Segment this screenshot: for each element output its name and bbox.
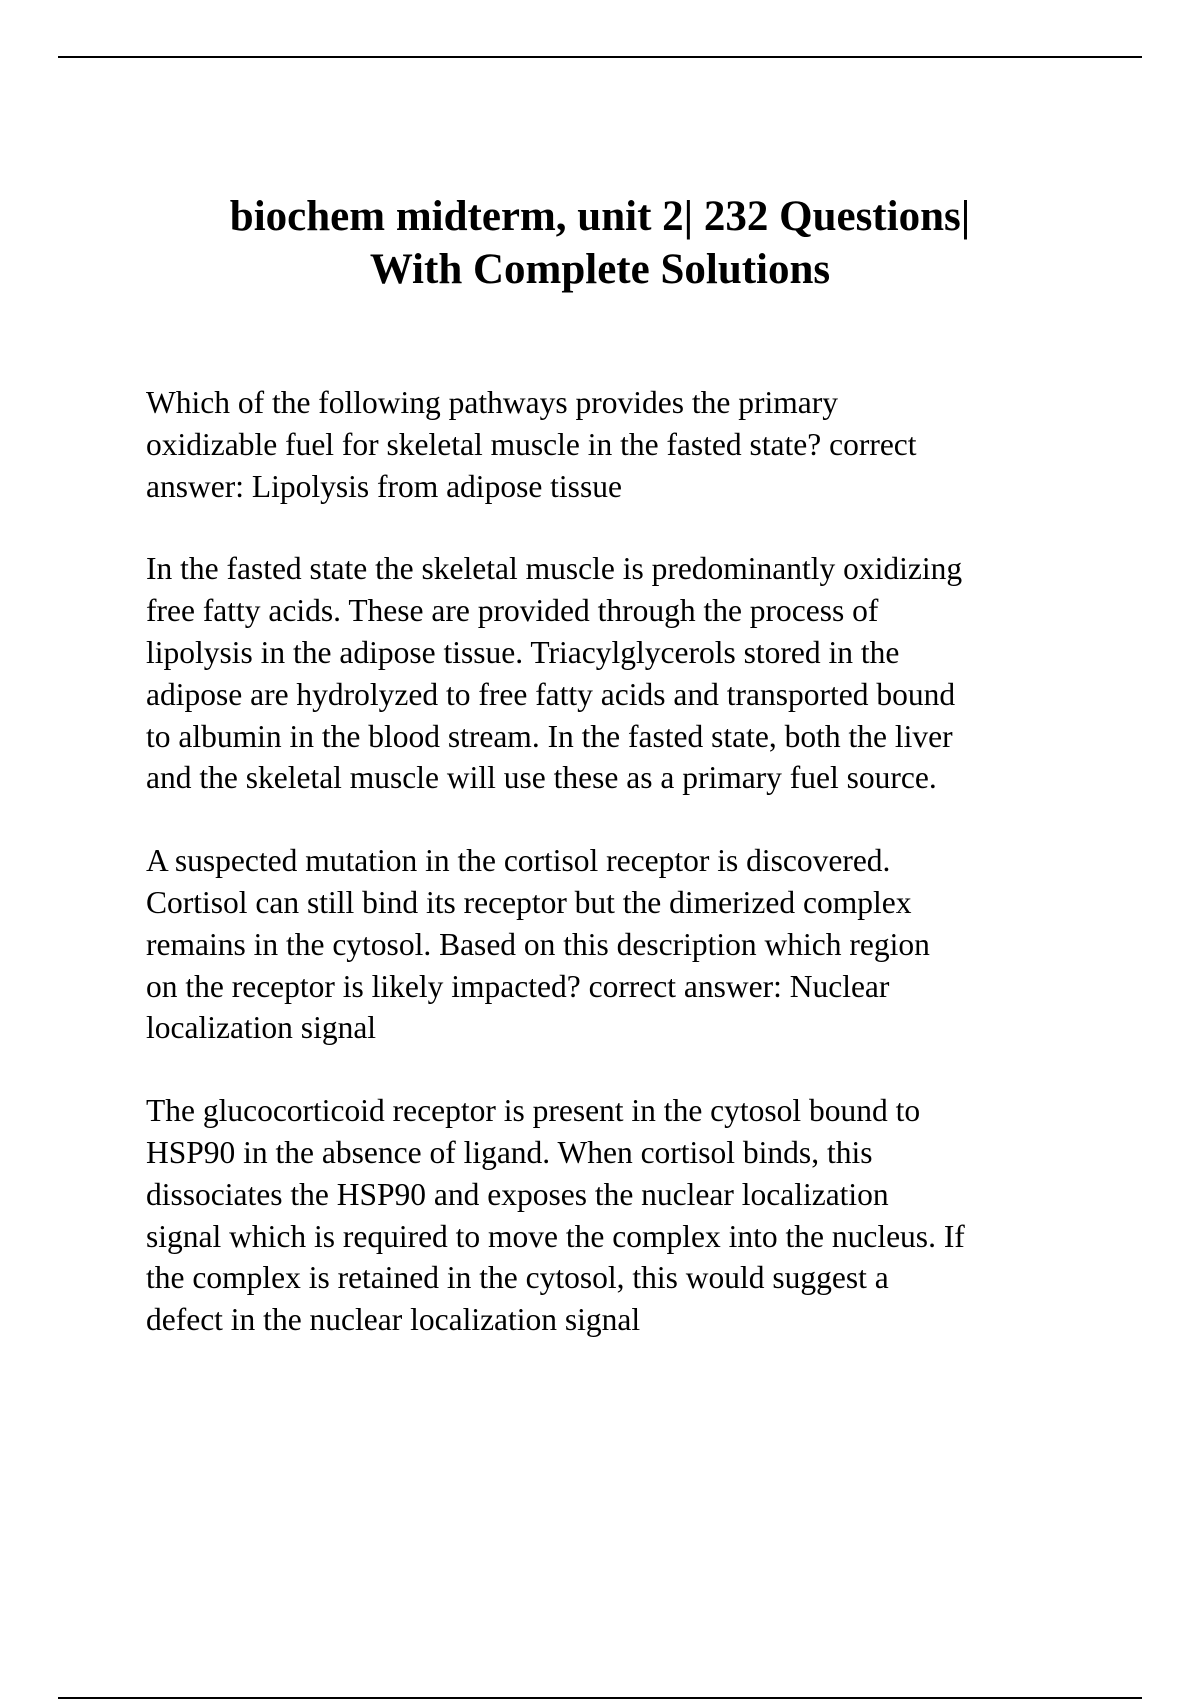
text-line: A suspected mutation in the cortisol receptor is discovered.: [146, 843, 891, 879]
text-line: lipolysis in the adipose tissue. Triacylglycerols stored in the: [146, 634, 900, 670]
text-line: answer: Lipolysis from adipose tissue: [146, 468, 622, 504]
text-line: and the skeletal muscle will use these as a primary fuel source.: [146, 760, 937, 796]
top-rule: [58, 56, 1142, 58]
document-title: [100, 190, 1100, 296]
text-line: adipose are hydrolyzed to free fatty acids and transported bound: [146, 676, 956, 712]
document-body: [146, 382, 1146, 1382]
explanation-paragraph: [146, 1090, 1146, 1341]
title-line: With Complete Solutions: [369, 246, 831, 293]
text-line: dissociates the HSP90 and exposes the nuclear localization: [146, 1176, 889, 1212]
text-line: In the fasted state the skeletal muscle is predominantly oxidizing: [146, 551, 963, 587]
text-line: Which of the following pathways provides the primary: [146, 385, 838, 420]
text-line: the complex is retained in the cytosol, this would suggest a: [146, 1260, 889, 1296]
text-line: oxidizable fuel for skeletal muscle in the fasted state? correct: [146, 426, 917, 462]
bottom-rule: [58, 1697, 1142, 1699]
text-line: defect in the nuclear localization signal: [146, 1302, 641, 1338]
text-line: localization signal: [146, 1010, 377, 1046]
question-paragraph: [146, 840, 1146, 1049]
explanation-paragraph: [146, 548, 1146, 799]
title-line: biochem midterm, unit 2| 232 Questions|: [229, 193, 971, 240]
text-line: to albumin in the blood stream. In the fasted state, both the liver: [146, 718, 953, 754]
text-line: Cortisol can still bind its receptor but the dimerized complex: [146, 884, 912, 920]
text-line: on the receptor is likely impacted? correct answer: Nuclear: [146, 968, 890, 1004]
text-line: free fatty acids. These are provided through the process of: [146, 593, 879, 629]
text-line: The glucocorticoid receptor is present in the cytosol bound to: [146, 1093, 921, 1129]
text-line: HSP90 in the absence of ligand. When cortisol binds, this: [146, 1134, 873, 1170]
question-paragraph: [146, 382, 1146, 507]
text-line: remains in the cytosol. Based on this description which region: [146, 926, 930, 962]
text-line: signal which is required to move the complex into the nucleus. If: [146, 1218, 965, 1254]
